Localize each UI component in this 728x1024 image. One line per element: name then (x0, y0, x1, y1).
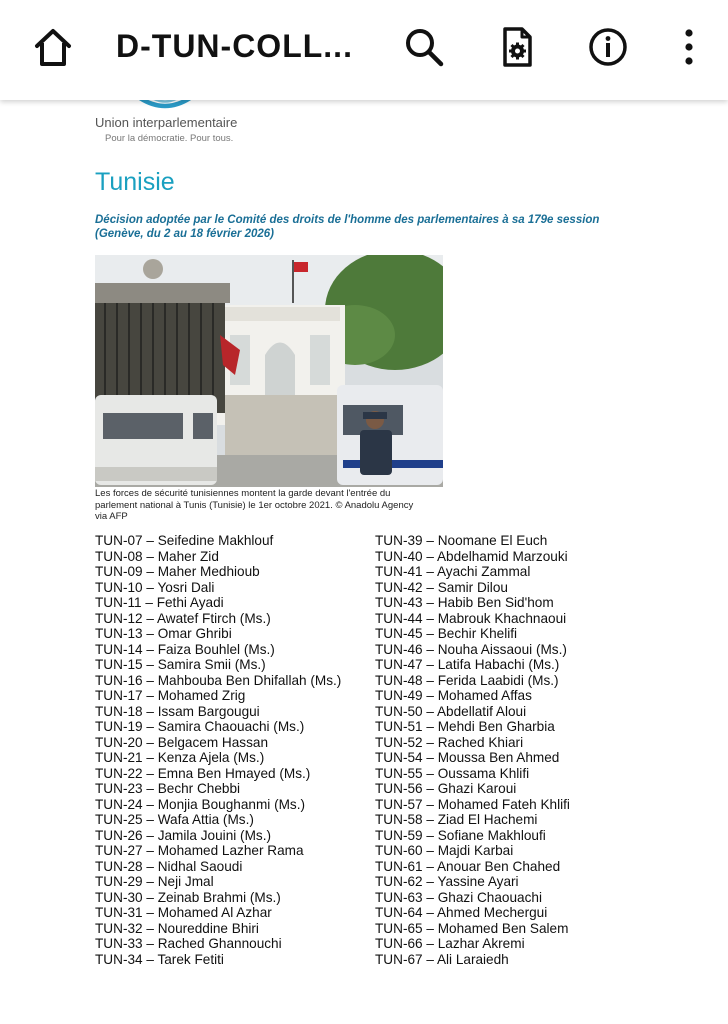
case-entry: TUN-43 – Habib Ben Sid'hom (375, 595, 554, 610)
caption-line-1: Les forces de sécurité tunisiennes montent la garde devant l'entrée du (95, 488, 391, 499)
case-entry: TUN-22 – Emna Ben Hmayed (Ms.) (95, 765, 311, 781)
ipu-logo-icon (135, 100, 195, 110)
case-entry: TUN-29 – Neji Jmal (95, 874, 214, 889)
case-entry: TUN-52 – Rached Khiari (375, 734, 524, 750)
case-entry: TUN-13 – Omar Ghribi (95, 626, 232, 641)
case-entry: TUN-33 – Rached Ghannouchi (95, 936, 282, 951)
document-page (0, 100, 728, 1024)
case-entry: TUN-19 – Samira Chaouachi (Ms.) (95, 719, 305, 734)
case-entry: TUN-46 – Nouha Aissaoui (Ms.) (375, 641, 567, 657)
case-entry: TUN-14 – Faiza Bouhlel (Ms.) (95, 641, 275, 657)
case-entry: TUN-49 – Mohamed Affas (375, 688, 532, 703)
case-entry: TUN-23 – Bechr Chebbi (95, 781, 241, 796)
case-entry: TUN-61 – Anouar Ben Chahed (375, 858, 561, 874)
case-entry: TUN-40 – Abdelhamid Marzouki (375, 548, 568, 564)
decision-heading (95, 213, 655, 241)
case-entry: TUN-26 – Jamila Jouini (Ms.) (95, 827, 272, 843)
case-entry: TUN-44 – Mabrouk Khachnaoui (375, 610, 567, 626)
case-entry: TUN-25 – Wafa Attia (Ms.) (95, 812, 254, 827)
app-bar (0, 0, 728, 100)
case-entry: TUN-48 – Ferida Laabidi (Ms.) (375, 672, 559, 688)
case-entry: TUN-10 – Yosri Dali (95, 579, 215, 595)
document-settings-icon[interactable] (495, 25, 539, 69)
case-entry: TUN-41 – Ayachi Zammal (375, 564, 531, 579)
case-entry: TUN-63 – Ghazi Chaouachi (375, 889, 542, 905)
case-entry: TUN-16 – Mahbouba Ben Dhifallah (Ms.) (95, 672, 342, 688)
search-icon[interactable] (402, 25, 446, 69)
case-list-right (375, 533, 570, 967)
info-icon[interactable] (586, 25, 630, 69)
case-entry: TUN-11 – Fethi Ayadi (95, 595, 224, 610)
case-entry: TUN-12 – Awatef Ftirch (Ms.) (95, 610, 271, 626)
case-entry: TUN-62 – Yassine Ayari (375, 874, 519, 889)
case-entry: TUN-30 – Zeinab Brahmi (Ms.) (95, 889, 281, 905)
case-entry: TUN-56 – Ghazi Karoui (375, 781, 517, 796)
case-entry: TUN-32 – Noureddine Bhiri (95, 920, 259, 936)
case-entry: TUN-21 – Kenza Ajela (Ms.) (95, 750, 265, 765)
case-entry: TUN-50 – Abdellatif Aloui (375, 703, 527, 719)
case-list-left (95, 533, 341, 967)
case-entry: TUN-31 – Mohamed Al Azhar (95, 905, 272, 920)
case-entry: TUN-59 – Sofiane Makhloufi (375, 827, 546, 843)
case-entry: TUN-27 – Mohamed Lazher Rama (95, 843, 304, 858)
decision-line-2: (Genève, du 2 au 18 février 2026) (95, 228, 274, 240)
home-icon[interactable] (33, 26, 73, 68)
photo-caption (95, 488, 440, 523)
case-entry: TUN-64 – Ahmed Mechergui (375, 905, 548, 920)
case-entry: TUN-60 – Majdi Karbai (375, 843, 514, 858)
case-entry: TUN-34 – Tarek Fetiti (95, 951, 224, 967)
document-title: D-TUN-COLL... (116, 28, 353, 64)
case-entry: TUN-08 – Maher Zid (95, 548, 219, 564)
case-entry: TUN-09 – Maher Medhioub (95, 564, 260, 579)
case-entry: TUN-39 – Noomane El Euch (375, 533, 548, 548)
case-entry: TUN-42 – Samir Dilou (375, 579, 508, 595)
case-entry: TUN-24 – Monjia Boughanmi (Ms.) (95, 796, 306, 812)
case-entry: TUN-15 – Samira Smii (Ms.) (95, 657, 266, 672)
parliament-photo (95, 255, 443, 487)
caption-line-3: via AFP (95, 511, 128, 522)
case-entry: TUN-65 – Mohamed Ben Salem (375, 920, 569, 936)
case-entry: TUN-57 – Mohamed Fateh Khlifi (375, 796, 570, 812)
case-entry: TUN-54 – Moussa Ben Ahmed (375, 750, 560, 765)
caption-line-2: parlement national à Tunis (Tunisie) le 1er octobre 2021. © Anadolu Agency (95, 499, 414, 511)
case-entry: TUN-67 – Ali Laraiedh (375, 951, 509, 967)
decision-line-1: Décision adoptée par le Comité des droits de l'homme des parlementaires à sa 179e session (95, 214, 600, 226)
case-entry: TUN-66 – Lazhar Akremi (375, 936, 525, 951)
case-entry: TUN-55 – Oussama Khlifi (375, 765, 530, 781)
case-entry: TUN-45 – Bechir Khelifi (375, 626, 518, 641)
organization-name: Union interparlementaire (95, 115, 238, 130)
case-entry: TUN-07 – Seifedine Makhlouf (95, 533, 274, 548)
case-entry: TUN-47 – Latifa Habachi (Ms.) (375, 657, 560, 672)
case-entry: TUN-18 – Issam Bargougui (95, 703, 260, 719)
case-entry: TUN-28 – Nidhal Saoudi (95, 858, 243, 874)
organization-tagline: Pour la démocratie. Pour tous. (105, 133, 234, 144)
more-vert-icon[interactable] (667, 25, 711, 69)
case-entry: TUN-51 – Mehdi Ben Gharbia (375, 719, 555, 734)
country-title: Tunisie (95, 168, 175, 196)
case-entry: TUN-17 – Mohamed Zrig (95, 688, 246, 703)
case-entry: TUN-20 – Belgacem Hassan (95, 734, 269, 750)
case-entry: TUN-58 – Ziad El Hachemi (375, 812, 538, 827)
